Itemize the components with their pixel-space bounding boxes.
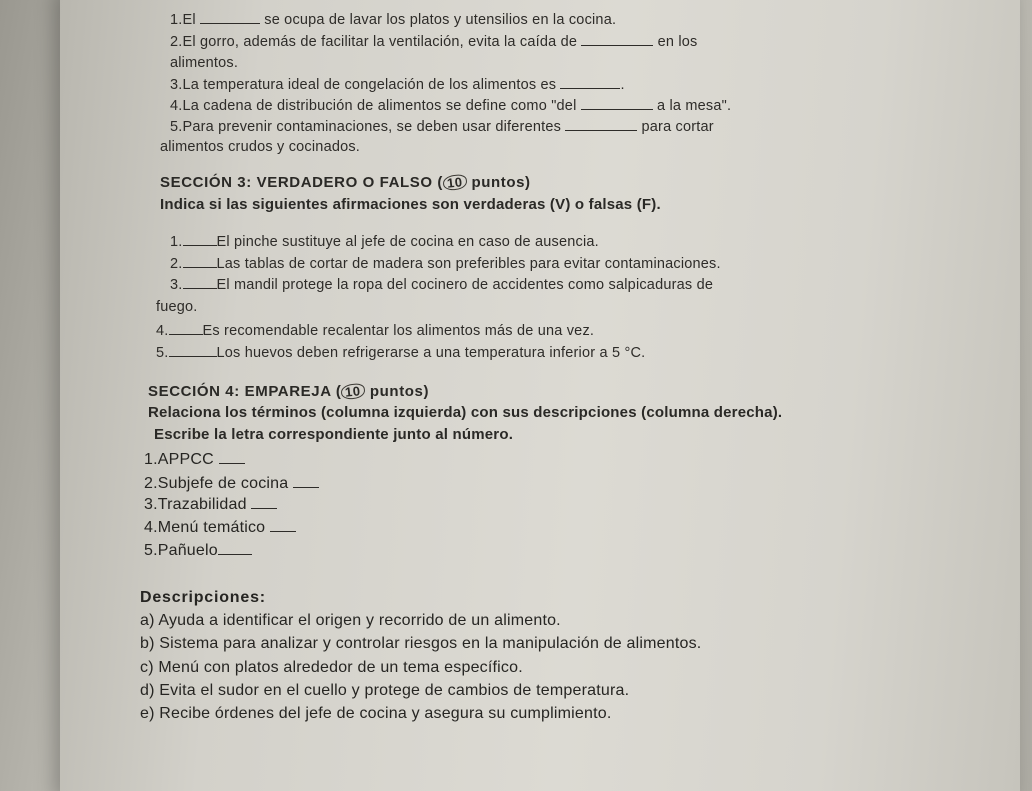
answer-blank[interactable] <box>560 76 620 89</box>
answer-blank[interactable] <box>183 233 217 246</box>
points-scribble: 10 <box>442 174 467 191</box>
description-a: a) Ayuda a identificar el origen y recorrido de un alimento. <box>140 612 561 629</box>
tf-item-3: 3. El mandil protege la ropa del cocinero de accidentes como salpicaduras de <box>170 277 714 293</box>
fill-item-5: 5.Para prevenir contaminaciones, se deben usar diferentes para cortar <box>170 119 714 135</box>
description-b: b) Sistema para analizar y controlar riesgos en la manipulación de alimentos. <box>140 635 702 652</box>
term-1: 1.APPCC <box>144 451 245 469</box>
tf-item-1: 1. El pinche sustituye al jefe de cocina en caso de ausencia. <box>170 234 599 250</box>
section3-title: SECCIÓN 3: VERDADERO O FALSO ( 10 puntos) <box>160 174 531 191</box>
tf-item-3-cont: fuego. <box>156 299 198 315</box>
answer-blank[interactable] <box>183 276 217 289</box>
fill-item-1: 1.El se ocupa de lavar los platos y utensilios en la cocina. <box>170 12 617 28</box>
section4-instruction-1: Relaciona los términos (columna izquierda) con sus descripciones (columna derecha). <box>148 404 783 421</box>
term-4: 4.Menú temático <box>144 519 296 537</box>
section3-instruction: Indica si las siguientes afirmaciones son verdaderas (V) o falsas (F). <box>160 196 661 213</box>
answer-blank[interactable] <box>183 255 217 268</box>
answer-blank[interactable] <box>169 344 217 357</box>
fill-item-4: 4.La cadena de distribución de alimentos se define como "del a la mesa". <box>170 98 732 114</box>
answer-blank[interactable] <box>293 475 319 488</box>
section4-title: SECCIÓN 4: EMPAREJA ( 10 puntos) <box>148 383 430 400</box>
answer-blank[interactable] <box>200 11 260 24</box>
answer-blank[interactable] <box>169 322 203 335</box>
fill-item-3: 3.La temperatura ideal de congelación de los alimentos es . <box>170 77 625 93</box>
fill-item-5-cont: alimentos crudos y cocinados. <box>160 139 361 155</box>
answer-blank[interactable] <box>219 451 245 464</box>
description-d: d) Evita el sudor en el cuello y protege de cambios de temperatura. <box>140 682 630 699</box>
descriptions-title: Descripciones: <box>140 589 266 606</box>
answer-blank[interactable] <box>218 542 252 555</box>
answer-blank[interactable] <box>251 496 277 509</box>
fill-item-2-cont: alimentos. <box>170 55 239 71</box>
description-e: e) Recibe órdenes del jefe de cocina y asegura su cumplimiento. <box>140 705 612 722</box>
term-5: 5.Pañuelo <box>144 542 252 560</box>
section4-instruction-2: Escribe la letra correspondiente junto al número. <box>154 426 514 443</box>
fill-item-2: 2.El gorro, además de facilitar la ventilación, evita la caída de en los <box>170 34 698 50</box>
answer-blank[interactable] <box>581 33 653 46</box>
answer-blank[interactable] <box>565 118 637 131</box>
answer-blank[interactable] <box>581 97 653 110</box>
description-c: c) Menú con platos alrededor de un tema específico. <box>140 659 523 676</box>
tf-item-4: 4. Es recomendable recalentar los alimentos más de una vez. <box>156 323 595 339</box>
answer-blank[interactable] <box>270 519 296 532</box>
term-3: 3.Trazabilidad <box>144 496 277 514</box>
term-2: 2.Subjefe de cocina <box>144 475 319 493</box>
points-scribble: 10 <box>341 383 366 400</box>
tf-item-5: 5. Los huevos deben refrigerarse a una temperatura inferior a 5 °C. <box>156 345 646 361</box>
tf-item-2: 2. Las tablas de cortar de madera son preferibles para evitar contaminaciones. <box>170 256 721 272</box>
